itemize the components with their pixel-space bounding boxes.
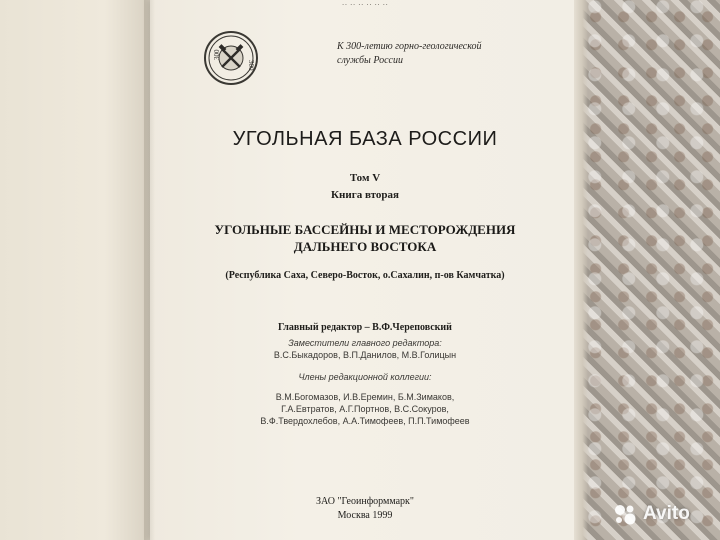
editorial-board bbox=[150, 371, 580, 427]
emblem-left-digits: 300 bbox=[213, 49, 221, 60]
book-label: Книга вторая bbox=[331, 189, 399, 201]
board-line-2: Г.А.Евтратов, А.Г.Портнов, В.С.Сокуров, bbox=[281, 404, 449, 414]
board-spacer bbox=[150, 383, 580, 391]
avito-watermark-text: Avito bbox=[643, 503, 690, 524]
board-heading: Члены редакционной коллегии: bbox=[298, 372, 432, 382]
subtitle-line-2: ДАЛЬНЕГО ВОСТОКА bbox=[293, 239, 437, 254]
deputies-names: В.С.Быкадоров, В.П.Данилов, М.В.Голицын bbox=[273, 350, 457, 360]
top-cut-text: ·· ·· ·· ·· ·· ·· bbox=[341, 0, 389, 9]
anniversary-line-2: службы России bbox=[337, 55, 403, 66]
book-title: УГОЛЬНАЯ БАЗА РОССИИ bbox=[232, 128, 498, 150]
emblem-right-digits: 300 bbox=[247, 60, 255, 71]
deputies-heading: Заместители главного редактора: bbox=[288, 338, 442, 348]
volume-label: Том V bbox=[349, 172, 381, 184]
anniversary-line-1: К 300-летию горно-геологической bbox=[337, 41, 482, 52]
region-note: (Республика Саха, Северо-Восток, о.Сахалин, п-ов Камчатка) bbox=[225, 270, 505, 281]
left-blank-page bbox=[0, 0, 150, 540]
publisher-name: ЗАО "Геоинформмарк" bbox=[316, 496, 414, 507]
city-year: Москва 1999 bbox=[337, 510, 393, 521]
mining-emblem-icon bbox=[203, 30, 259, 86]
anniversary-note bbox=[337, 40, 527, 68]
chief-editor: Главный редактор – В.Ф.Череповский bbox=[278, 322, 452, 333]
avito-watermark bbox=[612, 500, 690, 528]
board-line-1: В.М.Богомазов, И.В.Еремин, Б.М.Зимаков, bbox=[275, 392, 455, 402]
book-subtitle bbox=[150, 221, 580, 255]
deputy-editors bbox=[150, 337, 580, 361]
subtitle-line-1: УГОЛЬНЫЕ БАССЕЙНЫ И МЕСТОРОЖДЕНИЯ bbox=[214, 222, 516, 237]
board-line-3: В.Ф.Твердохлебов, А.А.Тимофеев, П.П.Тимофеев bbox=[260, 416, 470, 426]
avito-logo-icon bbox=[612, 501, 638, 527]
